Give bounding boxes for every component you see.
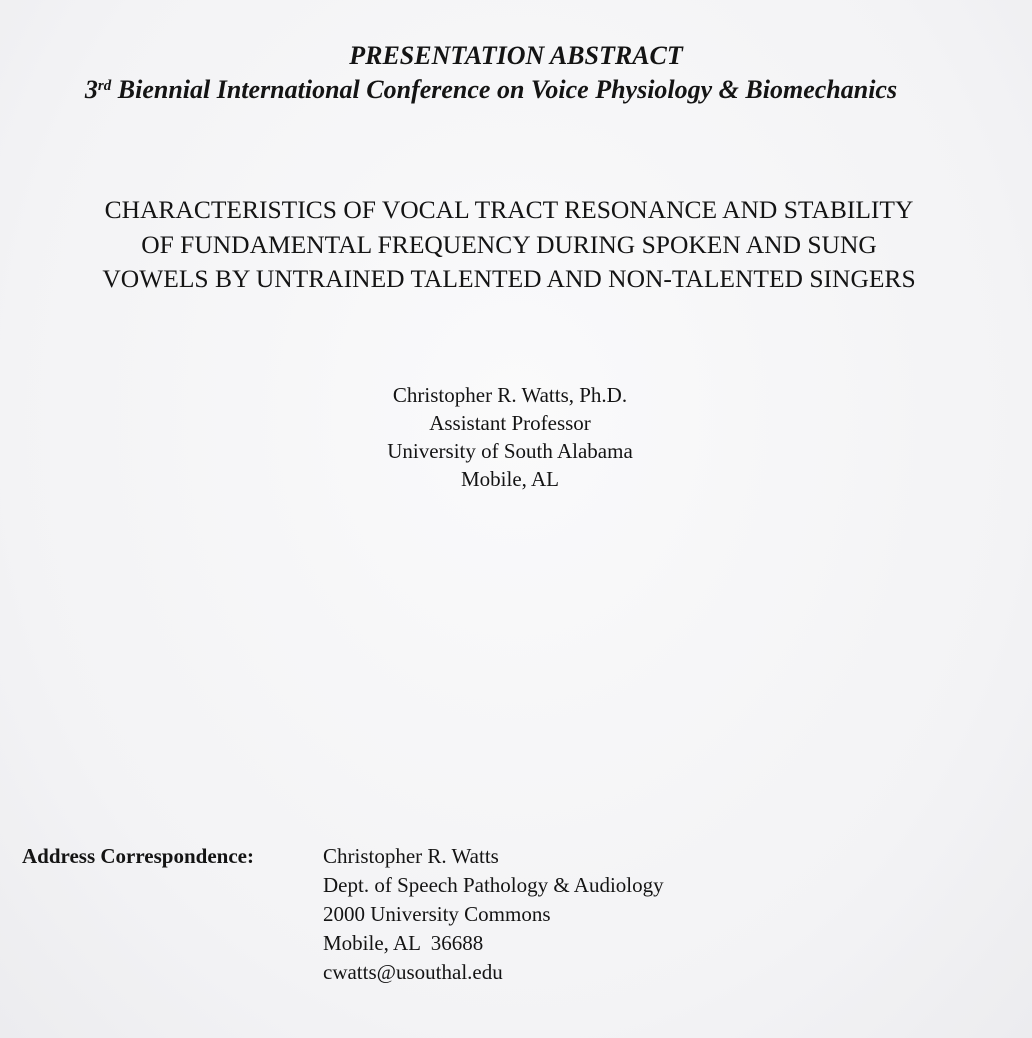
paper-title-line: VOWELS BY UNTRAINED TALENTED AND NON-TALENTED SINGERS xyxy=(102,264,916,293)
paper-title xyxy=(0,193,1018,297)
paper-title-line: OF FUNDAMENTAL FREQUENCY DURING SPOKEN AND SUNG xyxy=(141,229,877,259)
author-block xyxy=(0,381,1020,493)
conference-ordinal: 3 xyxy=(84,75,98,104)
author-institution: University of South Alabama xyxy=(387,439,633,463)
conference-title xyxy=(0,74,1007,106)
conference-ordinal-suffix: rd xyxy=(97,78,112,94)
correspondence-department: Dept. of Speech Pathology & Audiology xyxy=(323,873,664,897)
correspondence-address xyxy=(323,842,664,987)
conference-name: Biennial International Conference on Voice Physiology & Biomechanics xyxy=(117,75,898,104)
paper-title-line: CHARACTERISTICS OF VOCAL TRACT RESONANCE AND STABILITY xyxy=(104,195,914,224)
author-name: Christopher R. Watts, Ph.D. xyxy=(392,383,628,407)
author-location: Mobile, AL xyxy=(461,467,559,491)
correspondence-street: 2000 University Commons xyxy=(323,902,551,926)
correspondence-city-zip: Mobile, AL 36688 xyxy=(323,931,484,955)
abstract-label: PRESENTATION ABSTRACT xyxy=(349,41,683,70)
author-position: Assistant Professor xyxy=(429,411,591,435)
correspondence-name: Christopher R. Watts xyxy=(323,844,499,868)
correspondence-email: cwatts@usouthal.edu xyxy=(323,960,503,984)
correspondence-label: Address Correspondence: xyxy=(22,844,254,868)
